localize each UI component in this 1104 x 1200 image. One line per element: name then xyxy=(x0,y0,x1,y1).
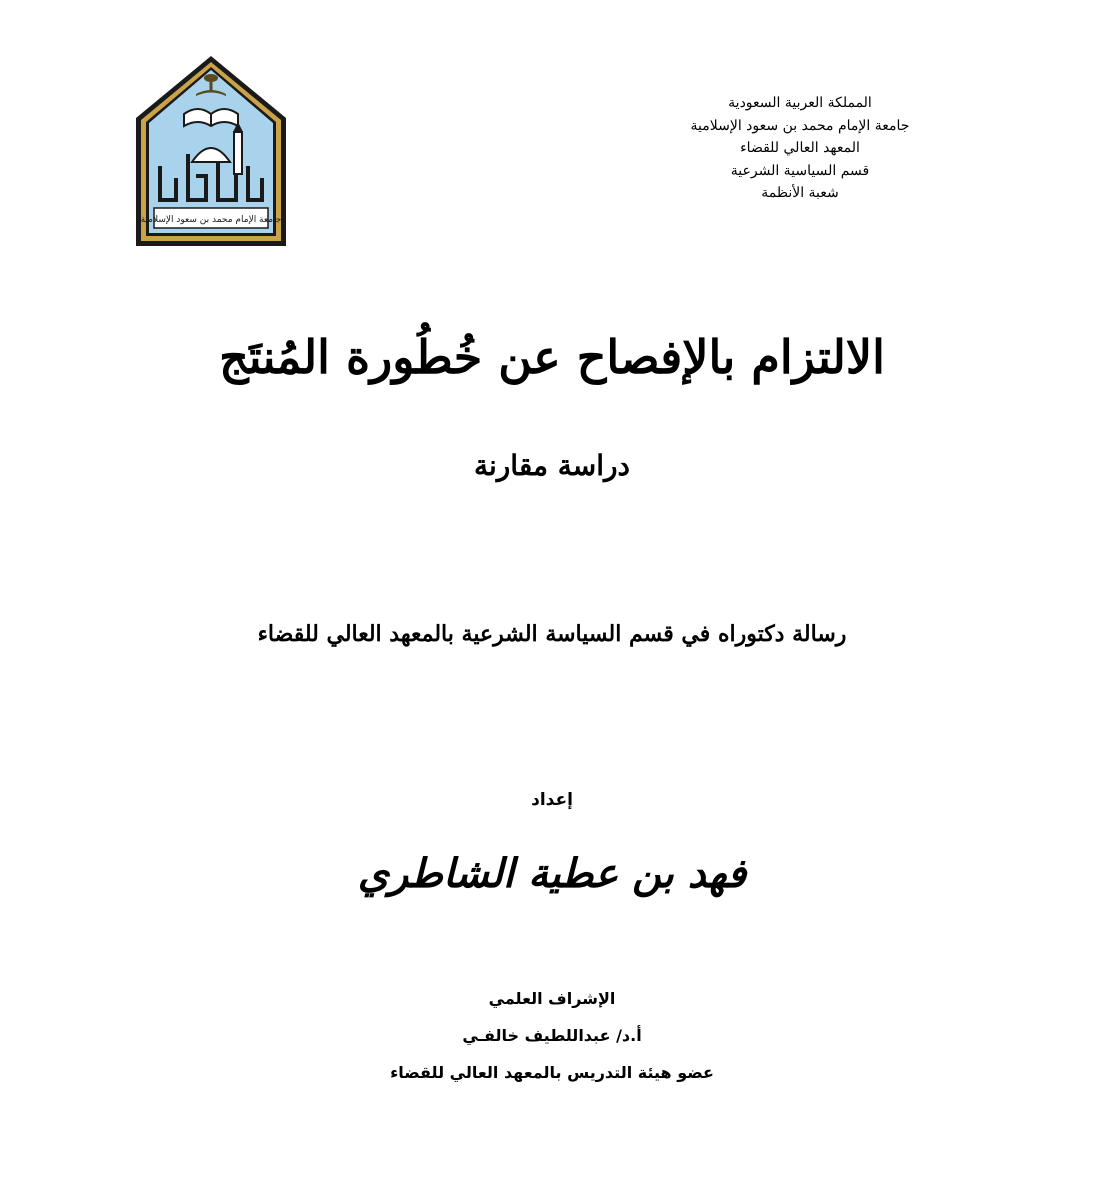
header-department: قسم السياسية الشرعية xyxy=(730,162,870,179)
supervision-block xyxy=(0,984,1104,1088)
supervisor-role: عضو هيئة التدريس بالمعهد العالي للقضاء xyxy=(390,1063,714,1082)
thesis-degree-note: رسالة دكتوراه في قسم السياسة الشرعية بالمعهد العالي للقضاء xyxy=(257,621,847,647)
header-country: المملكة العربية السعودية xyxy=(728,95,872,111)
logo-caption: جامعة الإمام محمد بن سعود الإسلامية xyxy=(140,215,282,225)
author-name: فهد بن عطية الشاطري xyxy=(357,850,747,897)
institution-header xyxy=(640,92,960,205)
supervisor-name: أ.د/ عبداللطيف خالفـي xyxy=(462,1026,642,1045)
header-division: شعبة الأنظمة xyxy=(761,185,839,201)
supervision-label: الإشراف العلمي xyxy=(488,989,616,1008)
header-university: جامعة الإمام محمد بن سعود الإسلامية xyxy=(690,117,910,134)
prepared-by-label: إعداد xyxy=(531,790,573,810)
thesis-title: الالتزام بالإفصاح عن خُطُورة المُنتَج xyxy=(219,330,885,384)
thesis-subtitle: دراسة مقارنة xyxy=(473,449,630,482)
header-institute: المعهد العالي للقضاء xyxy=(740,140,860,156)
imam-university-logo-icon xyxy=(134,54,288,248)
